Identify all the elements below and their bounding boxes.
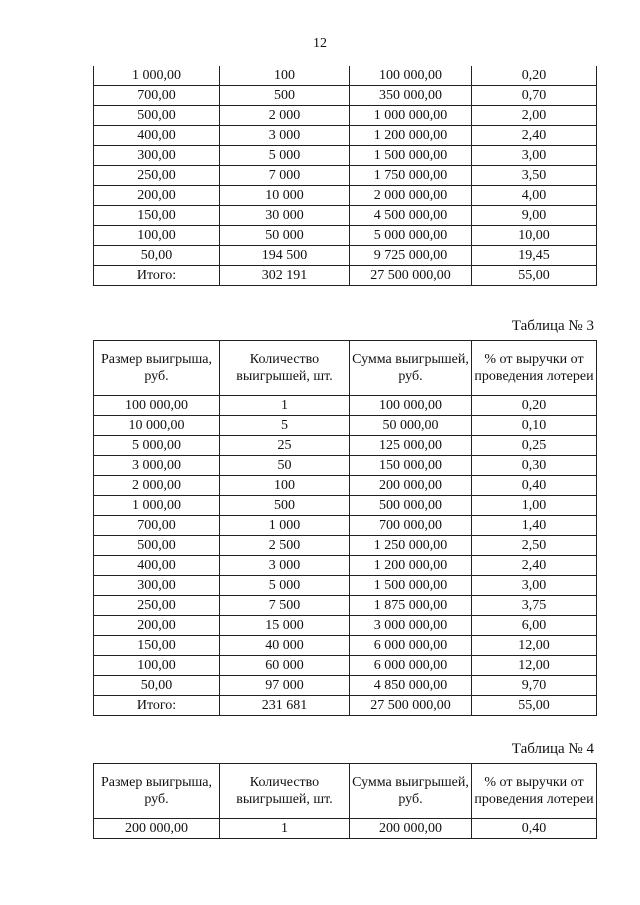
table-row bbox=[94, 436, 597, 456]
table-body bbox=[94, 819, 597, 839]
cell-prize-count: 231 681 bbox=[220, 696, 350, 716]
table-row bbox=[94, 266, 597, 286]
cell-prize-size: 200,00 bbox=[94, 186, 220, 206]
cell-revenue-percent: 2,40 bbox=[472, 126, 597, 146]
cell-prize-count: 1 bbox=[220, 819, 350, 839]
cell-prize-sum: 1 000 000,00 bbox=[350, 106, 472, 126]
table-row bbox=[94, 86, 597, 106]
cell-prize-count: 10 000 bbox=[220, 186, 350, 206]
cell-revenue-percent: 9,70 bbox=[472, 676, 597, 696]
table-row bbox=[94, 396, 597, 416]
cell-prize-size: 50,00 bbox=[94, 676, 220, 696]
cell-prize-sum: 125 000,00 bbox=[350, 436, 472, 456]
cell-revenue-percent: 2,00 bbox=[472, 106, 597, 126]
cell-revenue-percent: 1,40 bbox=[472, 516, 597, 536]
cell-prize-size: 400,00 bbox=[94, 556, 220, 576]
cell-prize-count: 7 500 bbox=[220, 596, 350, 616]
table-row bbox=[94, 516, 597, 536]
cell-prize-count: 302 191 bbox=[220, 266, 350, 286]
cell-prize-size: 150,00 bbox=[94, 206, 220, 226]
cell-prize-count: 25 bbox=[220, 436, 350, 456]
cell-prize-count: 1 000 bbox=[220, 516, 350, 536]
cell-prize-size: Итого: bbox=[94, 696, 220, 716]
table-header-row bbox=[94, 764, 597, 819]
cell-revenue-percent: 3,00 bbox=[472, 576, 597, 596]
cell-prize-sum: 1 875 000,00 bbox=[350, 596, 472, 616]
header-prize-sum: Сумма выигрышей, руб. bbox=[350, 341, 472, 396]
cell-revenue-percent: 0,10 bbox=[472, 416, 597, 436]
header-revenue-percent: % от выручки от проведения лотереи bbox=[472, 341, 597, 396]
cell-prize-count: 3 000 bbox=[220, 556, 350, 576]
header-prize-count: Количество выигрышей, шт. bbox=[220, 764, 350, 819]
table-row bbox=[94, 456, 597, 476]
cell-prize-sum: 200 000,00 bbox=[350, 819, 472, 839]
cell-prize-size: 700,00 bbox=[94, 86, 220, 106]
cell-revenue-percent: 0,25 bbox=[472, 436, 597, 456]
cell-prize-count: 194 500 bbox=[220, 246, 350, 266]
cell-prize-size: 500,00 bbox=[94, 536, 220, 556]
cell-prize-sum: 6 000 000,00 bbox=[350, 656, 472, 676]
table-row bbox=[94, 696, 597, 716]
table-row bbox=[94, 676, 597, 696]
cell-prize-sum: 27 500 000,00 bbox=[350, 266, 472, 286]
cell-prize-sum: 4 500 000,00 bbox=[350, 206, 472, 226]
cell-revenue-percent: 0,20 bbox=[472, 396, 597, 416]
table-header-row bbox=[94, 341, 597, 396]
cell-prize-sum: 1 750 000,00 bbox=[350, 166, 472, 186]
prize-table-4 bbox=[93, 763, 597, 839]
cell-revenue-percent: 6,00 bbox=[472, 616, 597, 636]
cell-prize-sum: 1 200 000,00 bbox=[350, 126, 472, 146]
cell-revenue-percent: 0,40 bbox=[472, 819, 597, 839]
cell-revenue-percent: 12,00 bbox=[472, 636, 597, 656]
cell-prize-sum: 1 200 000,00 bbox=[350, 556, 472, 576]
header-prize-size: Размер выигрыша, руб. bbox=[94, 764, 220, 819]
header-revenue-percent: % от выручки от проведения лотереи bbox=[472, 764, 597, 819]
table-body bbox=[94, 396, 597, 716]
cell-prize-sum: 1 250 000,00 bbox=[350, 536, 472, 556]
cell-revenue-percent: 3,00 bbox=[472, 146, 597, 166]
table-3-caption: Таблица № 3 bbox=[511, 318, 594, 334]
header-prize-count: Количество выигрышей, шт. bbox=[220, 341, 350, 396]
cell-prize-count: 60 000 bbox=[220, 656, 350, 676]
cell-revenue-percent: 55,00 bbox=[472, 266, 597, 286]
table-row bbox=[94, 536, 597, 556]
table-row bbox=[94, 636, 597, 656]
table-row bbox=[94, 496, 597, 516]
cell-prize-sum: 6 000 000,00 bbox=[350, 636, 472, 656]
cell-revenue-percent: 0,20 bbox=[472, 66, 597, 86]
cell-revenue-percent: 10,00 bbox=[472, 226, 597, 246]
cell-prize-count: 3 000 bbox=[220, 126, 350, 146]
table-row bbox=[94, 576, 597, 596]
table-row bbox=[94, 66, 597, 86]
cell-revenue-percent: 3,50 bbox=[472, 166, 597, 186]
cell-prize-count: 30 000 bbox=[220, 206, 350, 226]
cell-prize-count: 15 000 bbox=[220, 616, 350, 636]
cell-prize-sum: 9 725 000,00 bbox=[350, 246, 472, 266]
cell-revenue-percent: 9,00 bbox=[472, 206, 597, 226]
cell-revenue-percent: 55,00 bbox=[472, 696, 597, 716]
table-row bbox=[94, 416, 597, 436]
cell-prize-sum: 1 500 000,00 bbox=[350, 576, 472, 596]
table-row bbox=[94, 476, 597, 496]
cell-prize-sum: 200 000,00 bbox=[350, 476, 472, 496]
cell-revenue-percent: 0,30 bbox=[472, 456, 597, 476]
cell-prize-size: 700,00 bbox=[94, 516, 220, 536]
header-prize-size: Размер выигрыша, руб. bbox=[94, 341, 220, 396]
cell-prize-sum: 27 500 000,00 bbox=[350, 696, 472, 716]
table-row bbox=[94, 226, 597, 246]
cell-revenue-percent: 0,40 bbox=[472, 476, 597, 496]
cell-prize-size: 1 000,00 bbox=[94, 66, 220, 86]
cell-revenue-percent: 0,70 bbox=[472, 86, 597, 106]
table-row bbox=[94, 186, 597, 206]
table-body bbox=[94, 66, 597, 286]
cell-prize-sum: 100 000,00 bbox=[350, 396, 472, 416]
table-row bbox=[94, 819, 597, 839]
cell-prize-sum: 2 000 000,00 bbox=[350, 186, 472, 206]
cell-revenue-percent: 1,00 bbox=[472, 496, 597, 516]
cell-prize-count: 40 000 bbox=[220, 636, 350, 656]
cell-prize-count: 2 500 bbox=[220, 536, 350, 556]
cell-revenue-percent: 2,40 bbox=[472, 556, 597, 576]
cell-prize-size: 100,00 bbox=[94, 656, 220, 676]
cell-revenue-percent: 2,50 bbox=[472, 536, 597, 556]
cell-prize-sum: 100 000,00 bbox=[350, 66, 472, 86]
prize-table-continued bbox=[93, 66, 597, 286]
cell-prize-sum: 4 850 000,00 bbox=[350, 676, 472, 696]
cell-prize-count: 5 bbox=[220, 416, 350, 436]
table-row bbox=[94, 146, 597, 166]
cell-prize-sum: 50 000,00 bbox=[350, 416, 472, 436]
table-row bbox=[94, 656, 597, 676]
cell-prize-count: 1 bbox=[220, 396, 350, 416]
cell-revenue-percent: 3,75 bbox=[472, 596, 597, 616]
cell-prize-count: 500 bbox=[220, 496, 350, 516]
cell-prize-count: 97 000 bbox=[220, 676, 350, 696]
cell-prize-count: 100 bbox=[220, 66, 350, 86]
cell-prize-size: 250,00 bbox=[94, 596, 220, 616]
cell-revenue-percent: 12,00 bbox=[472, 656, 597, 676]
cell-prize-sum: 150 000,00 bbox=[350, 456, 472, 476]
table-row bbox=[94, 246, 597, 266]
cell-prize-size: 300,00 bbox=[94, 146, 220, 166]
cell-prize-size: 200 000,00 bbox=[94, 819, 220, 839]
table-row bbox=[94, 126, 597, 146]
cell-prize-count: 5 000 bbox=[220, 146, 350, 166]
cell-prize-count: 50 bbox=[220, 456, 350, 476]
cell-prize-count: 500 bbox=[220, 86, 350, 106]
table-row bbox=[94, 596, 597, 616]
cell-prize-count: 5 000 bbox=[220, 576, 350, 596]
cell-prize-size: 300,00 bbox=[94, 576, 220, 596]
cell-prize-size: 250,00 bbox=[94, 166, 220, 186]
cell-prize-size: 1 000,00 bbox=[94, 496, 220, 516]
cell-prize-size: 500,00 bbox=[94, 106, 220, 126]
cell-prize-size: 3 000,00 bbox=[94, 456, 220, 476]
cell-prize-sum: 500 000,00 bbox=[350, 496, 472, 516]
cell-prize-count: 100 bbox=[220, 476, 350, 496]
cell-prize-sum: 3 000 000,00 bbox=[350, 616, 472, 636]
cell-prize-count: 50 000 bbox=[220, 226, 350, 246]
table-row bbox=[94, 556, 597, 576]
cell-prize-size: 200,00 bbox=[94, 616, 220, 636]
prize-table-3 bbox=[93, 340, 597, 716]
cell-prize-size: Итого: bbox=[94, 266, 220, 286]
cell-prize-count: 7 000 bbox=[220, 166, 350, 186]
cell-prize-sum: 350 000,00 bbox=[350, 86, 472, 106]
cell-revenue-percent: 19,45 bbox=[472, 246, 597, 266]
table-row bbox=[94, 106, 597, 126]
cell-revenue-percent: 4,00 bbox=[472, 186, 597, 206]
table-row bbox=[94, 206, 597, 226]
cell-prize-size: 400,00 bbox=[94, 126, 220, 146]
table-4-caption: Таблица № 4 bbox=[511, 741, 594, 757]
cell-prize-count: 2 000 bbox=[220, 106, 350, 126]
table-row bbox=[94, 166, 597, 186]
cell-prize-size: 100 000,00 bbox=[94, 396, 220, 416]
cell-prize-size: 2 000,00 bbox=[94, 476, 220, 496]
cell-prize-size: 100,00 bbox=[94, 226, 220, 246]
cell-prize-size: 150,00 bbox=[94, 636, 220, 656]
cell-prize-sum: 5 000 000,00 bbox=[350, 226, 472, 246]
table-row bbox=[94, 616, 597, 636]
cell-prize-sum: 1 500 000,00 bbox=[350, 146, 472, 166]
cell-prize-size: 5 000,00 bbox=[94, 436, 220, 456]
header-prize-sum: Сумма выигрышей, руб. bbox=[350, 764, 472, 819]
cell-prize-size: 50,00 bbox=[94, 246, 220, 266]
cell-prize-size: 10 000,00 bbox=[94, 416, 220, 436]
cell-prize-sum: 700 000,00 bbox=[350, 516, 472, 536]
page-number: 12 bbox=[313, 36, 327, 51]
